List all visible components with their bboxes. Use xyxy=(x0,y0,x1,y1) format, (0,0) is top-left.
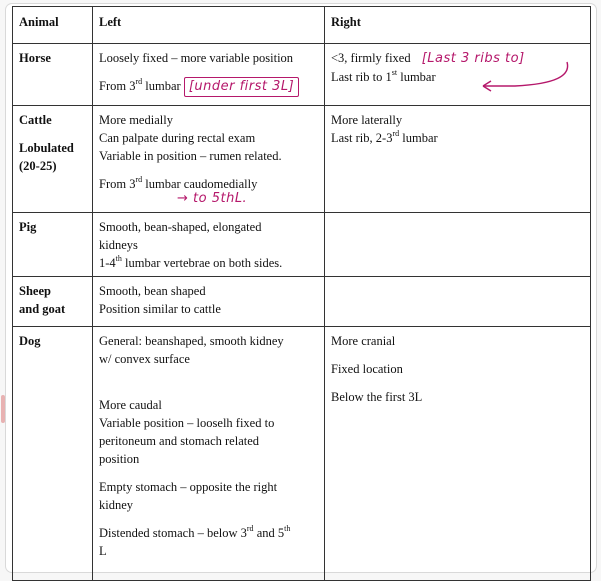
text-line: Empty stomach – opposite the right xyxy=(99,480,278,494)
pig-right xyxy=(325,213,591,277)
animal-name: Sheep xyxy=(19,284,51,298)
pig-left xyxy=(93,213,325,277)
animal-detail: Lobulated xyxy=(19,141,74,155)
text-line: <3, firmly fixed [Last 3 ribs to] xyxy=(331,51,525,66)
kidney-position-table xyxy=(12,6,591,581)
text-line: Distended stomach – below 3rd and 5th xyxy=(99,523,291,540)
text-line: w/ convex surface xyxy=(99,352,190,366)
horse-right xyxy=(325,44,591,106)
text-line: L xyxy=(99,544,107,558)
handwritten-arrow xyxy=(475,60,575,94)
animal-name: and goat xyxy=(19,302,66,316)
row-horse xyxy=(13,44,591,106)
dog-left xyxy=(93,327,325,581)
edge-marker xyxy=(1,395,5,423)
animal-horse xyxy=(13,44,93,106)
text-line: Smooth, bean-shaped, elongated xyxy=(99,220,262,234)
text-line: Last rib, 2-3rd lumbar xyxy=(331,128,438,145)
text-line: 1-4th lumbar vertebrae on both sides. xyxy=(99,253,283,270)
header-animal: Animal xyxy=(13,7,93,44)
animal-dog xyxy=(13,327,93,581)
dog-right xyxy=(325,327,591,581)
text-line: Fixed location xyxy=(331,362,403,376)
row-cattle xyxy=(13,106,591,213)
sheep-goat-left xyxy=(93,277,325,327)
handwritten-note: → to 5thL. xyxy=(177,191,248,206)
text-line: kidney xyxy=(99,498,134,512)
cattle-right xyxy=(325,106,591,213)
text-line: More caudal xyxy=(99,398,162,412)
text-line: More cranial xyxy=(331,334,396,348)
handwritten-note: [under first 3L] xyxy=(184,77,299,97)
header-right: Right xyxy=(325,7,591,44)
text-line: More laterally xyxy=(331,113,403,127)
animal-name: Horse xyxy=(19,51,51,65)
text-line: Smooth, bean shaped xyxy=(99,284,206,298)
horse-left xyxy=(93,44,325,106)
text-line: position xyxy=(99,452,140,466)
animal-cattle xyxy=(13,106,93,213)
animal-name: Dog xyxy=(19,334,41,348)
text-line: Variable position – looselh fixed to xyxy=(99,416,275,430)
animal-name: Pig xyxy=(19,220,37,234)
text-line: Below the first 3L xyxy=(331,390,423,404)
text-line: Loosely fixed – more variable position xyxy=(99,51,294,65)
animal-detail: (20-25) xyxy=(19,159,57,173)
row-sheep-goat xyxy=(13,277,591,327)
text-line: Can palpate during rectal exam xyxy=(99,131,256,145)
animal-name: Cattle xyxy=(19,113,52,127)
text-line: kidneys xyxy=(99,238,138,252)
header-row xyxy=(13,7,591,44)
animal-pig xyxy=(13,213,93,277)
row-pig xyxy=(13,213,591,277)
text-line: Position similar to cattle xyxy=(99,302,221,316)
animal-sheep-goat xyxy=(13,277,93,327)
text-line: More medially xyxy=(99,113,173,127)
text-line: Variable in position – rumen related. xyxy=(99,149,282,163)
cattle-left xyxy=(93,106,325,213)
text-line: peritoneum and stomach related xyxy=(99,434,260,448)
handwritten-note: [Last 3 ribs to] xyxy=(421,51,525,66)
text-line: General: beanshaped, smooth kidney xyxy=(99,334,284,348)
sheep-goat-right xyxy=(325,277,591,327)
text-line: Last rib to 1st lumbar xyxy=(331,67,436,84)
text-line: From 3rd lumbar caudomedially xyxy=(99,174,258,191)
text-line: From 3rd lumbar [under first 3L] xyxy=(99,77,318,97)
header-left: Left xyxy=(93,7,325,44)
row-dog xyxy=(13,327,591,581)
